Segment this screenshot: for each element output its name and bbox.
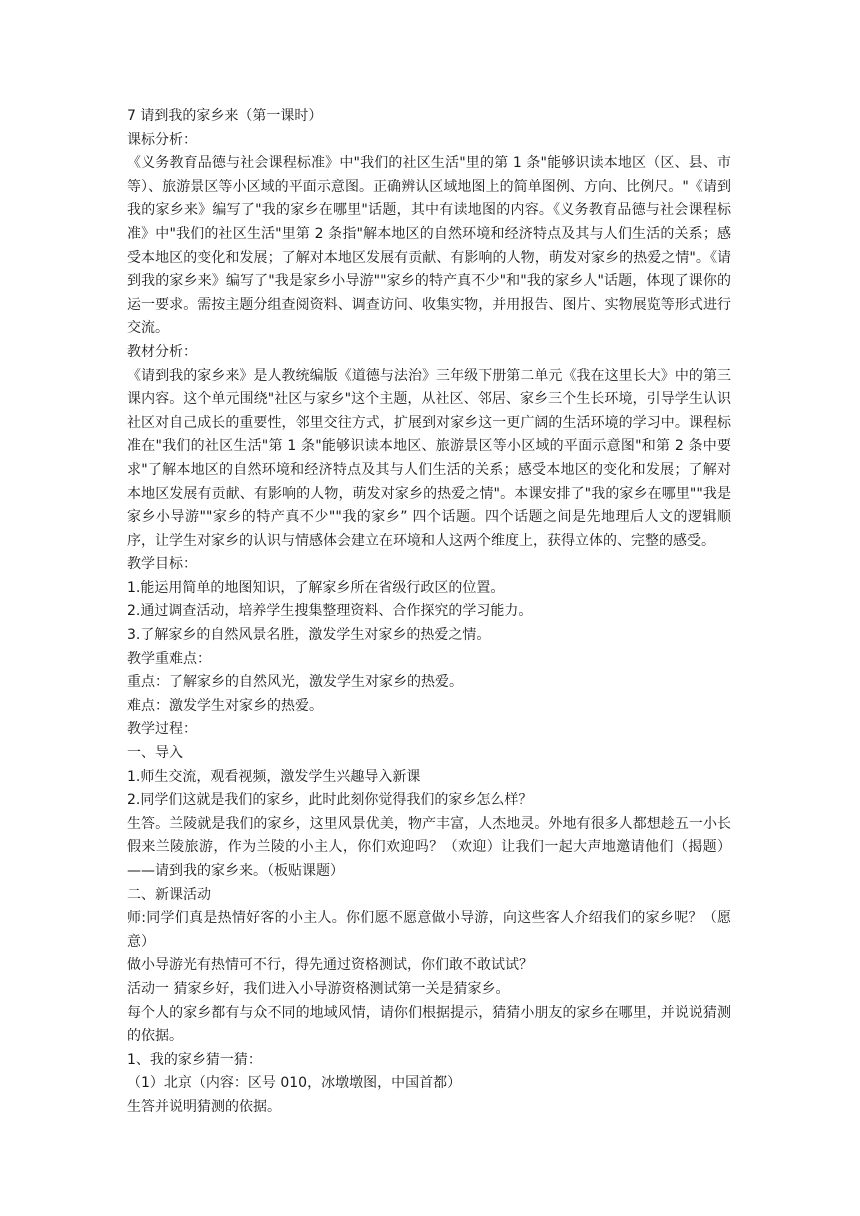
goal-item-2: 2.通过调查活动，培养学生搜集整理资料、合作探究的学习能力。	[127, 603, 533, 620]
section-intro: 一、导入	[127, 745, 183, 762]
difficult-point: 难点：激发学生对家乡的热爱。	[127, 697, 323, 714]
paragraph-teacher-question: 师:同学们真是热情好客的小主人。你们愿不愿意做小导游，向这些客人介绍我们的家乡呢？（愿意）	[127, 910, 731, 950]
section-new-activity: 二、新课活动	[127, 886, 211, 903]
guess-item-beijing: （1）北京（内容：区号 010，冰墩墩图，中国首都）	[127, 1075, 462, 1092]
goal-item-1: 1.能运用简单的地图知识，了解家乡所在省级行政区的位置。	[127, 579, 505, 596]
heading-key-difficult-points: 教学重难点：	[127, 650, 211, 667]
activity-one: 活动一 猜家乡好，我们进入小导游资格测试第一关是猜家乡。	[127, 980, 510, 997]
heading-teaching-goals: 教学目标：	[127, 556, 197, 573]
paragraph-curriculum-analysis: 《义务教育品德与社会课程标准》中"我们的社区生活"里的第 1 条"能够识读本地区（区、县、市等）、旅游景区等小区域的平面示意图。正确辨认区域地图上的简单图例、方向、比例尺。"《请到我的家乡来》编写了"我的家乡在哪里"话题，其中有读地图的内容。《义务教育品德与社会课程标准》中"我们的社区生活"里第 2 条指"解本地区的自然环境和经济特点及其与人们生活的关系；感受本地区的变化和发展；了解对本地区发展有贡献、有影响的人物，萌发对家乡的热爱之情"。《请到我的家乡来》编写了"我是家乡小导游""家乡的特产真不少"和"我的家乡人"话题，体现了课你的运一要求。需按主题分组查阅资料、调查访问、收集实物，并用报告、图片、实物展览等形式进行交流。	[127, 155, 731, 337]
intro-step-2: 2.同学们这就是我们的家乡，此时此刻你觉得我们的家乡怎么样？	[127, 792, 533, 809]
goal-item-3: 3.了解家乡的自然风景名胜，激发学生对家乡的热爱之情。	[127, 627, 491, 644]
intro-step-1: 1.师生交流，观看视频，激发学生兴趣导入新课	[127, 768, 421, 785]
document-page	[127, 105, 731, 1120]
paragraph-textbook-analysis: 《请到我的家乡来》是人教统编版《道德与法治》三年级下册第二单元《我在这里长大》中的第三课内容。这个单元围绕"社区与家乡"这个主题，从社区、邻居、家乡三个生长环境，引导学生认识社区对自己成长的重要性，邻里交往方式，扩展到对家乡这一更广阔的生活环境的学习中。课程标准在"我们的社区生活"第 1 条"能够识读本地区、旅游景区等小区域的平面示意图"和第 2 条中要求"了解本地区的自然环境和经济特点及其与人们生活的关系；感受本地区的变化和发展；了解对本地区发展有贡献、有影响的人物，萌发对家乡的热爱之情"。本课安排了"我的家乡在哪里""我是家乡小导游""家乡的特产真不少""我的家乡” 四个话题。四个话题之间是先地理后人文的逻辑顺序，让学生对家乡的认识与情感体会建立在环境和人这两个维度上，获得立体的、完整的感受。	[127, 367, 731, 549]
heading-curriculum-analysis: 课标分析：	[127, 131, 197, 148]
paragraph-student-explain: 生答并说明猜测的依据。	[127, 1098, 281, 1115]
heading-textbook-analysis: 教材分析：	[127, 343, 197, 360]
guess-heading: 1、我的家乡猜一猜：	[127, 1051, 262, 1068]
heading-teaching-process: 教学过程：	[127, 721, 197, 738]
key-point: 重点：了解家乡的自然风光，激发学生对家乡的热爱。	[127, 674, 463, 691]
document-title: 7 请到我的家乡来（第一课时）	[127, 108, 323, 124]
paragraph-guess-instructions: 每个人的家乡都有与众不同的地域风情，请你们根据提示，猜猜小朋友的家乡在哪里，并说说猜测的依据。	[127, 1004, 731, 1045]
paragraph-student-answer: 生答。兰陵就是我们的家乡，这里风景优美，物产丰富，人杰地灵。外地有很多人都想趁五一小长假来兰陵旅游，作为兰陵的小主人，你们欢迎吗？（欢迎）让我们一起大声地邀请他们（揭题）——请到我的家乡来。（板贴课题）	[127, 815, 731, 879]
paragraph-qualification-test: 做小导游光有热情可不行，得先通过资格测试，你们敢不敢试试？	[127, 957, 533, 974]
